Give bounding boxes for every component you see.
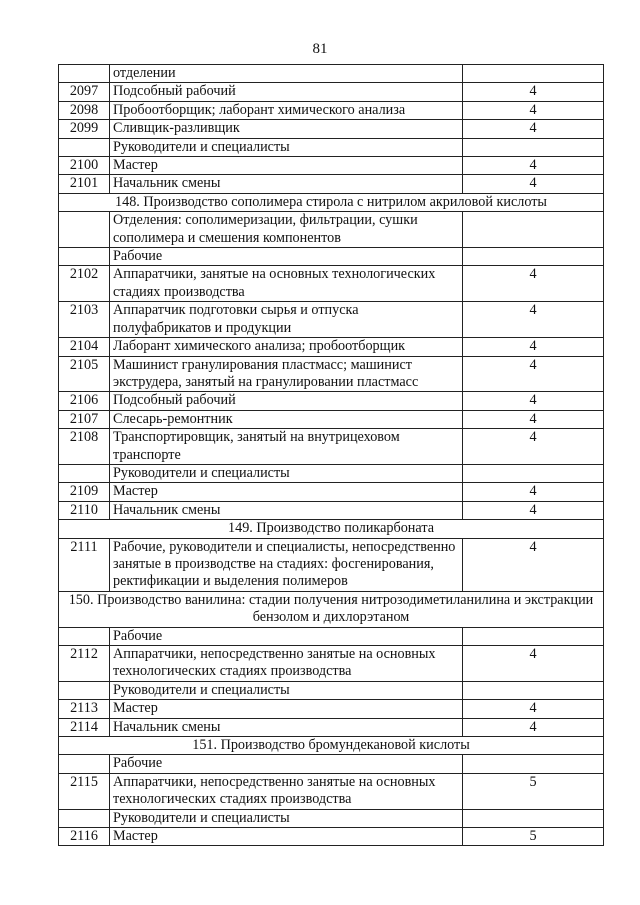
row-value: 4 [463,356,604,392]
table-row [59,809,604,827]
row-number: 2106 [59,392,110,410]
table-row [59,681,604,699]
row-value [463,681,604,699]
row-description: Начальник смены [110,718,463,736]
table-row [59,120,604,138]
row-description: Аппаратчики, занятые на основных технологических стадиях производства [110,266,463,302]
row-number: 2104 [59,338,110,356]
row-number [59,65,110,83]
row-description: Лаборант химического анализа; пробоотборщик [110,338,463,356]
table-row [59,392,604,410]
row-value [463,809,604,827]
row-description: Пробоотборщик; лаборант химического анализа [110,101,463,119]
row-number [59,755,110,773]
row-number [59,138,110,156]
section-header-row [59,520,604,538]
row-description: Руководители и специалисты [110,464,463,482]
table-row [59,646,604,682]
table-row [59,138,604,156]
row-number: 2103 [59,302,110,338]
row-number: 2105 [59,356,110,392]
table-row [59,464,604,482]
table-row [59,501,604,519]
row-description: Аппаратчик подготовки сырья и отпуска полуфабрикатов и продукции [110,302,463,338]
row-number: 2101 [59,175,110,193]
row-number: 2102 [59,266,110,302]
row-description: Мастер [110,157,463,175]
row-description: Подсобный рабочий [110,83,463,101]
row-number [59,809,110,827]
row-number [59,248,110,266]
row-value: 4 [463,302,604,338]
row-description: Рабочие, руководители и специалисты, непосредственно занятые в производстве на стадиях: фосгенирования, ректификации и выделения полимеров [110,538,463,591]
row-number: 2111 [59,538,110,591]
row-value: 4 [463,83,604,101]
table-row [59,101,604,119]
row-value: 4 [463,157,604,175]
row-value: 4 [463,338,604,356]
row-value: 5 [463,773,604,809]
row-number: 2108 [59,429,110,465]
table-row [59,429,604,465]
row-description: Машинист гранулирования пластмасс; машинист экструдера, занятый на гранулировании пластмасс [110,356,463,392]
row-description: Отделения: сополимеризации, фильтрации, сушки сополимера и смешения компонентов [110,212,463,248]
row-value [463,248,604,266]
row-value [463,138,604,156]
row-description: Аппаратчики, непосредственно занятые на основных технологических стадиях производства [110,773,463,809]
row-description: Руководители и специалисты [110,809,463,827]
row-description: Мастер [110,828,463,846]
row-description: Рабочие [110,248,463,266]
row-number: 2112 [59,646,110,682]
table-row [59,248,604,266]
row-description: Мастер [110,700,463,718]
row-value: 4 [463,101,604,119]
table-row [59,755,604,773]
row-value [463,212,604,248]
section-title: 150. Производство ванилина: стадии получения нитрозодиметиланилина и экстракции бензолом и дихлорэтаном [59,591,604,627]
table-row [59,356,604,392]
page-number: 81 [312,41,328,57]
row-description: Начальник смены [110,501,463,519]
row-number: 2100 [59,157,110,175]
row-value [463,65,604,83]
row-value: 4 [463,175,604,193]
row-number: 2098 [59,101,110,119]
row-description: Слесарь-ремонтник [110,410,463,428]
row-value: 4 [463,483,604,501]
table-row [59,212,604,248]
table-body [59,65,604,846]
table-row [59,718,604,736]
table-row [59,175,604,193]
row-number: 2099 [59,120,110,138]
row-number: 2116 [59,828,110,846]
row-description: Рабочие [110,627,463,645]
row-value: 4 [463,266,604,302]
row-number: 2114 [59,718,110,736]
row-value: 4 [463,410,604,428]
row-value [463,627,604,645]
row-description: Сливщик-разливщик [110,120,463,138]
section-title: 148. Производство сополимера стирола с нитрилом акриловой кислоты [59,193,604,211]
section-header-row [59,737,604,755]
row-number: 2107 [59,410,110,428]
table-row [59,700,604,718]
row-value: 4 [463,718,604,736]
row-description: Транспортировщик, занятый на внутрицеховом транспорте [110,429,463,465]
row-value: 4 [463,501,604,519]
row-number: 2110 [59,501,110,519]
row-value: 4 [463,120,604,138]
table-row [59,157,604,175]
row-value [463,464,604,482]
row-number: 2113 [59,700,110,718]
row-value: 4 [463,700,604,718]
row-number: 2115 [59,773,110,809]
row-value: 4 [463,392,604,410]
row-description: Подсобный рабочий [110,392,463,410]
row-description: Начальник смены [110,175,463,193]
row-number: 2097 [59,83,110,101]
row-description: отделении [110,65,463,83]
row-description: Руководители и специалисты [110,138,463,156]
row-value: 4 [463,538,604,591]
row-description: Аппаратчики, непосредственно занятые на основных технологических стадиях производства [110,646,463,682]
row-description: Мастер [110,483,463,501]
table-row [59,773,604,809]
table-row [59,65,604,83]
table-row [59,410,604,428]
row-value: 4 [463,646,604,682]
section-header-row [59,591,604,627]
row-value [463,755,604,773]
row-number [59,464,110,482]
table-row [59,266,604,302]
section-title: 151. Производство бромундекановой кислоты [59,737,604,755]
row-number [59,681,110,699]
table-row [59,538,604,591]
table-row [59,302,604,338]
section-header-row [59,193,604,211]
row-value: 4 [463,429,604,465]
table-row [59,828,604,846]
table-row [59,627,604,645]
profession-list-table [58,64,604,846]
table-row [59,483,604,501]
row-number: 2109 [59,483,110,501]
row-description: Рабочие [110,755,463,773]
table-row [59,83,604,101]
row-number [59,627,110,645]
row-description: Руководители и специалисты [110,681,463,699]
row-number [59,212,110,248]
row-value: 5 [463,828,604,846]
section-title: 149. Производство поликарбоната [59,520,604,538]
table-row [59,338,604,356]
